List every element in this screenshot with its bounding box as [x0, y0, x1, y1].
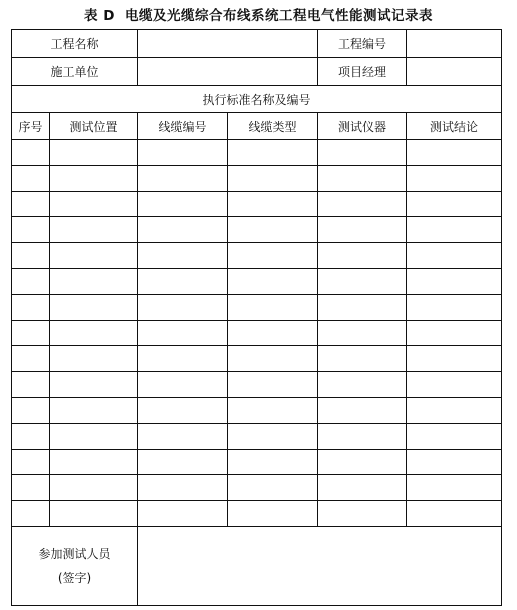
cell-cable-no[interactable]	[138, 191, 228, 217]
cell-location[interactable]	[50, 423, 138, 449]
table-row	[12, 397, 502, 423]
cell-instrument[interactable]	[318, 449, 407, 475]
signature-label-line1: 参加测试人员	[38, 546, 111, 561]
form-title-text: 电缆及光缆综合布线系统工程电气性能测试记录表	[124, 8, 433, 24]
cell-cable-no[interactable]	[138, 423, 228, 449]
cell-conclusion[interactable]	[407, 372, 502, 398]
header-cable-type: 线缆类型	[228, 113, 318, 140]
signature-label	[12, 526, 138, 605]
cell-location[interactable]	[50, 140, 138, 166]
cell-seq[interactable]	[12, 423, 50, 449]
standard-label-text: 执行标准名称及编号	[202, 92, 311, 107]
table-row	[12, 475, 502, 501]
cell-cable-type[interactable]	[228, 449, 318, 475]
cell-seq[interactable]	[12, 243, 50, 269]
cell-cable-no[interactable]	[138, 449, 228, 475]
cell-cable-no[interactable]	[138, 397, 228, 423]
cell-seq[interactable]	[12, 294, 50, 320]
cell-seq[interactable]	[12, 191, 50, 217]
standard-row	[12, 86, 502, 113]
cell-seq[interactable]	[12, 140, 50, 166]
cell-cable-type[interactable]	[228, 268, 318, 294]
cell-location[interactable]	[50, 475, 138, 501]
cell-cable-type[interactable]	[228, 475, 318, 501]
cell-seq[interactable]	[12, 397, 50, 423]
cell-conclusion[interactable]	[407, 320, 502, 346]
project-name-label: 工程名称	[12, 30, 138, 58]
table-row	[12, 346, 502, 372]
contractor-row	[12, 58, 502, 86]
cell-location[interactable]	[50, 501, 138, 527]
table-row	[12, 320, 502, 346]
manager-label: 项目经理	[318, 58, 407, 86]
cell-instrument[interactable]	[318, 346, 407, 372]
header-cable-no: 线缆编号	[138, 113, 228, 140]
cell-instrument[interactable]	[318, 243, 407, 269]
cell-cable-type[interactable]	[228, 243, 318, 269]
table-row	[12, 423, 502, 449]
cell-conclusion[interactable]	[407, 423, 502, 449]
cell-location[interactable]	[50, 217, 138, 243]
header-conclusion: 测试结论	[407, 113, 502, 140]
cell-location[interactable]	[50, 294, 138, 320]
table-row	[12, 217, 502, 243]
header-instrument: 测试仪器	[318, 113, 407, 140]
cell-location[interactable]	[50, 320, 138, 346]
cell-seq[interactable]	[12, 165, 50, 191]
signature-row	[12, 526, 502, 605]
cell-seq[interactable]	[12, 449, 50, 475]
cell-seq[interactable]	[12, 372, 50, 398]
cell-cable-type[interactable]	[228, 140, 318, 166]
cell-cable-no[interactable]	[138, 243, 228, 269]
cell-cable-type[interactable]	[228, 294, 318, 320]
cell-cable-type[interactable]	[228, 165, 318, 191]
cell-conclusion[interactable]	[407, 475, 502, 501]
cell-conclusion[interactable]	[407, 501, 502, 527]
contractor-field[interactable]	[138, 58, 318, 86]
cell-seq[interactable]	[12, 320, 50, 346]
cell-instrument[interactable]	[318, 397, 407, 423]
cell-cable-no[interactable]	[138, 268, 228, 294]
table-row	[12, 243, 502, 269]
header-location: 测试位置	[50, 113, 138, 140]
table-row	[12, 449, 502, 475]
cell-instrument[interactable]	[318, 372, 407, 398]
cell-cable-no[interactable]	[138, 475, 228, 501]
cell-conclusion[interactable]	[407, 346, 502, 372]
table-row	[12, 372, 502, 398]
manager-field[interactable]	[407, 58, 502, 86]
table-row	[12, 501, 502, 527]
cell-cable-type[interactable]	[228, 217, 318, 243]
cell-location[interactable]	[50, 268, 138, 294]
test-record-table	[11, 29, 502, 606]
project-info-row	[12, 30, 502, 58]
cell-cable-no[interactable]	[138, 140, 228, 166]
cell-instrument[interactable]	[318, 217, 407, 243]
project-name-field[interactable]	[138, 30, 318, 58]
table-row	[12, 191, 502, 217]
cell-cable-type[interactable]	[228, 320, 318, 346]
form-title-prefix: 表 D	[84, 8, 115, 24]
cell-conclusion[interactable]	[407, 449, 502, 475]
cell-cable-no[interactable]	[138, 165, 228, 191]
cell-location[interactable]	[50, 449, 138, 475]
cell-conclusion[interactable]	[407, 268, 502, 294]
table-row	[12, 140, 502, 166]
cell-location[interactable]	[50, 243, 138, 269]
cell-instrument[interactable]	[318, 165, 407, 191]
cell-seq[interactable]	[12, 475, 50, 501]
table-row	[12, 294, 502, 320]
table-row	[12, 165, 502, 191]
cell-location[interactable]	[50, 372, 138, 398]
cell-conclusion[interactable]	[407, 165, 502, 191]
cell-location[interactable]	[50, 346, 138, 372]
cell-cable-type[interactable]	[228, 191, 318, 217]
cell-cable-no[interactable]	[138, 372, 228, 398]
cell-conclusion[interactable]	[407, 217, 502, 243]
table-row	[12, 268, 502, 294]
signature-field[interactable]	[138, 526, 502, 605]
cell-seq[interactable]	[12, 346, 50, 372]
cell-seq[interactable]	[12, 217, 50, 243]
cell-location[interactable]	[50, 191, 138, 217]
column-header-row	[12, 113, 502, 140]
cell-cable-no[interactable]	[138, 501, 228, 527]
header-seq: 序号	[12, 113, 50, 140]
cell-seq[interactable]	[12, 501, 50, 527]
project-no-field[interactable]	[407, 30, 502, 58]
contractor-label: 施工单位	[12, 58, 138, 86]
cell-instrument[interactable]	[318, 501, 407, 527]
cell-conclusion[interactable]	[407, 140, 502, 166]
cell-cable-no[interactable]	[138, 294, 228, 320]
cell-cable-no[interactable]	[138, 320, 228, 346]
cell-cable-type[interactable]	[228, 423, 318, 449]
cell-conclusion[interactable]	[407, 397, 502, 423]
cell-instrument[interactable]	[318, 294, 407, 320]
cell-cable-type[interactable]	[228, 372, 318, 398]
cell-seq[interactable]	[12, 268, 50, 294]
signature-label-line2: (签字)	[57, 570, 92, 585]
cell-cable-type[interactable]	[228, 346, 318, 372]
cell-instrument[interactable]	[318, 191, 407, 217]
cell-instrument[interactable]	[318, 268, 407, 294]
cell-location[interactable]	[50, 397, 138, 423]
cell-conclusion[interactable]	[407, 191, 502, 217]
project-no-label: 工程编号	[318, 30, 407, 58]
cell-location[interactable]	[50, 165, 138, 191]
cell-conclusion[interactable]	[407, 294, 502, 320]
cell-cable-type[interactable]	[228, 397, 318, 423]
cell-cable-no[interactable]	[138, 217, 228, 243]
cell-conclusion[interactable]	[407, 243, 502, 269]
form-title	[0, 4, 517, 26]
cell-instrument[interactable]	[318, 423, 407, 449]
standard-label	[12, 86, 502, 113]
cell-cable-no[interactable]	[138, 346, 228, 372]
cell-instrument[interactable]	[318, 320, 407, 346]
cell-instrument[interactable]	[318, 475, 407, 501]
cell-instrument[interactable]	[318, 140, 407, 166]
cell-cable-type[interactable]	[228, 501, 318, 527]
